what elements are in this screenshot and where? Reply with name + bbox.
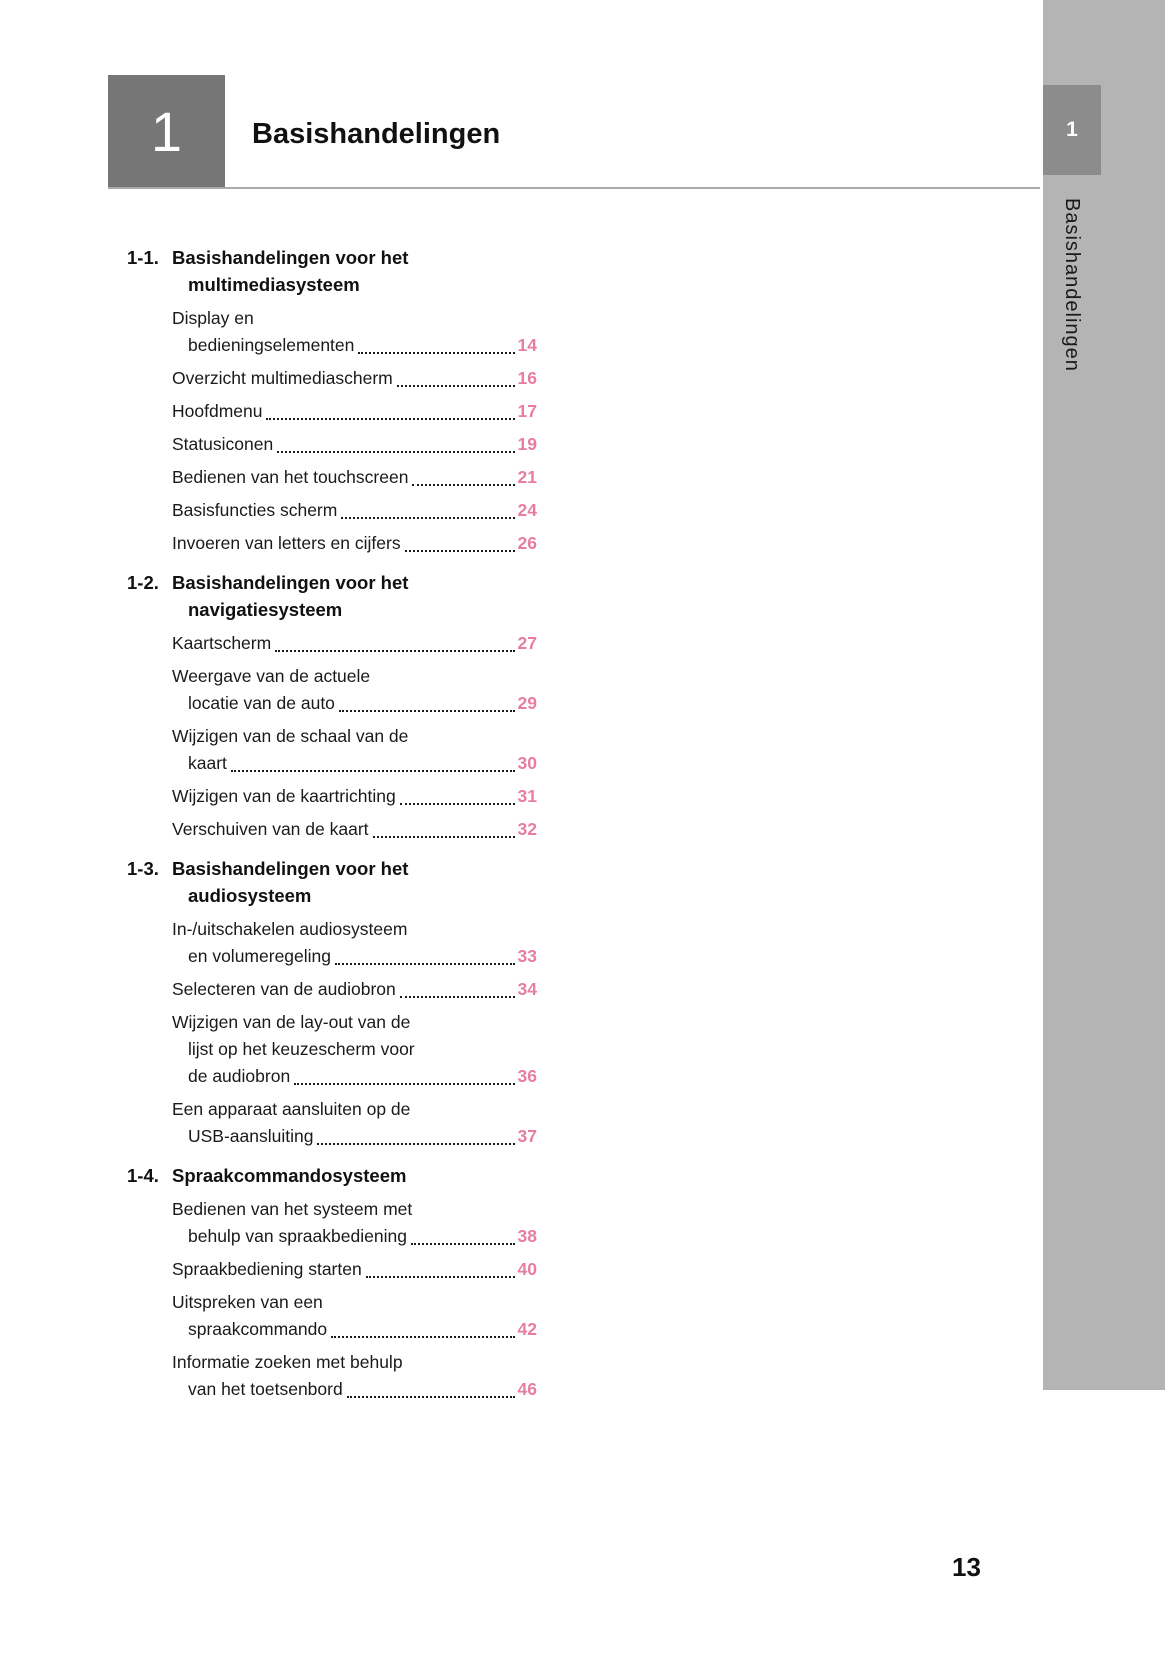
toc-section-title (172, 244, 537, 298)
toc-entry (172, 663, 537, 717)
toc-entry-line (172, 365, 537, 392)
dotted-leader (412, 484, 514, 486)
toc-entry-line (172, 530, 537, 557)
dotted-leader (294, 1083, 514, 1085)
toc-entry-line (172, 943, 537, 970)
dotted-leader (347, 1396, 515, 1398)
toc-entry-page-number: 32 (517, 819, 537, 839)
toc-entry (172, 630, 537, 657)
toc-entry (172, 1256, 537, 1283)
dotted-leader (405, 550, 515, 552)
toc-entry-line (172, 332, 537, 359)
toc-entry (172, 723, 537, 777)
toc-entry-text: Een apparaat aansluiten op de (172, 1099, 411, 1119)
toc-section-heading (127, 569, 537, 623)
dotted-leader (397, 385, 515, 387)
toc-section-title-line: Spraakcommandosysteem (172, 1165, 407, 1186)
toc-entry-line (172, 816, 537, 843)
dotted-leader (373, 836, 515, 838)
toc-section-title (172, 569, 537, 623)
toc-entry (172, 365, 537, 392)
dotted-leader (275, 650, 514, 652)
toc-entry-text: Wijzigen van de schaal van de (172, 726, 409, 746)
chapter-title: Basishandelingen (252, 118, 501, 150)
toc-section-heading (127, 244, 537, 298)
dotted-leader (266, 418, 514, 420)
toc-section (127, 569, 537, 843)
toc-entry (172, 916, 537, 970)
toc-entry-line (172, 1256, 537, 1283)
dotted-leader (339, 710, 515, 712)
toc-section-heading (127, 855, 537, 909)
toc-section-title-line: multimediasysteem (188, 274, 360, 295)
toc-entry-text: Bedienen van het touchscreen (172, 467, 409, 487)
dotted-leader (317, 1143, 514, 1145)
toc-section-number: 1-2. (127, 572, 159, 593)
toc-section-title-line: audiosysteem (188, 885, 312, 906)
toc-entry-text: en volumeregeling (188, 946, 332, 966)
toc-entry (172, 816, 537, 843)
toc-entry-text: Selecteren van de audiobron (172, 979, 396, 999)
toc-entry (172, 1349, 537, 1403)
toc-section (127, 1162, 537, 1403)
toc-entry-line (172, 783, 537, 810)
toc-entry-page-number: 33 (517, 946, 537, 966)
toc-entry-text: behulp van spraakbediening (188, 1226, 407, 1246)
toc-section-title (172, 1162, 537, 1189)
toc-entry-text: bedieningselementen (188, 335, 355, 355)
toc-entry-line (172, 690, 537, 717)
toc-entry-line (172, 1289, 537, 1316)
toc-entry-text: kaart (188, 753, 227, 773)
table-of-contents (127, 244, 537, 1409)
toc-entry (172, 497, 537, 524)
toc-entry-line (172, 398, 537, 425)
toc-section (127, 855, 537, 1150)
toc-entry-line (172, 750, 537, 777)
toc-entry-page-number: 19 (517, 434, 537, 454)
header-divider (108, 187, 1040, 189)
toc-entry (172, 1096, 537, 1150)
toc-entry-line (172, 1196, 537, 1223)
toc-entry-text: Kaartscherm (172, 633, 272, 653)
toc-entry-page-number: 42 (517, 1319, 537, 1339)
toc-entry-text: Display en (172, 308, 254, 328)
toc-entry-text: Informatie zoeken met behulp (172, 1352, 403, 1372)
toc-entry-line (172, 630, 537, 657)
toc-entry-line (172, 497, 537, 524)
side-tab (1043, 0, 1165, 1390)
toc-entry-line (172, 1376, 537, 1403)
toc-entry-text: Overzicht multimediascherm (172, 368, 393, 388)
toc-entry (172, 305, 537, 359)
toc-entry-text: Uitspreken van een (172, 1292, 323, 1312)
toc-entry-line (172, 464, 537, 491)
toc-entry-page-number: 21 (517, 467, 537, 487)
toc-entry-text: Weergave van de actuele (172, 666, 371, 686)
toc-entry-line (172, 663, 537, 690)
toc-entry-page-number: 40 (517, 1259, 537, 1279)
toc-entry-page-number: 24 (517, 500, 537, 520)
toc-entry-line (172, 723, 537, 750)
toc-entry-page-number: 36 (517, 1066, 537, 1086)
toc-section-title-line: navigatiesysteem (188, 599, 343, 620)
toc-entry-text: van het toetsenbord (188, 1379, 343, 1399)
toc-entry-page-number: 30 (517, 753, 537, 773)
dotted-leader (411, 1243, 515, 1245)
toc-entry-text: Statusiconen (172, 434, 274, 454)
toc-section (127, 244, 537, 557)
toc-entry-page-number: 14 (517, 335, 537, 355)
toc-entry-line (172, 1096, 537, 1123)
dotted-leader (277, 451, 514, 453)
toc-entry-page-number: 34 (517, 979, 537, 999)
toc-section-heading (127, 1162, 537, 1189)
toc-entry-text: Wijzigen van de lay-out van de (172, 1012, 411, 1032)
dotted-leader (366, 1276, 515, 1278)
toc-entry (172, 783, 537, 810)
dotted-leader (341, 517, 514, 519)
page-number: 13 (952, 1552, 981, 1582)
toc-section-number: 1-1. (127, 247, 159, 268)
toc-entry-page-number: 26 (517, 533, 537, 553)
toc-entry-line (172, 1123, 537, 1150)
toc-section-title-line: Basishandelingen voor het (172, 572, 409, 593)
toc-section-title-line: Basishandelingen voor het (172, 247, 409, 268)
toc-entry-text: Bedienen van het systeem met (172, 1199, 413, 1219)
toc-entry-line (172, 1349, 537, 1376)
side-tab-number-box (1043, 85, 1101, 175)
dotted-leader (400, 803, 515, 805)
toc-entry-page-number: 31 (517, 786, 537, 806)
toc-entry-page-number: 27 (517, 633, 537, 653)
toc-section-number: 1-3. (127, 858, 159, 879)
toc-entry-text: USB-aansluiting (188, 1126, 314, 1146)
toc-entry-text: Verschuiven van de kaart (172, 819, 369, 839)
toc-entry-page-number: 38 (517, 1226, 537, 1246)
toc-entry-text: In-/uitschakelen audiosysteem (172, 919, 408, 939)
toc-entry (172, 1289, 537, 1343)
chapter-number: 1 (150, 99, 183, 163)
toc-entry-page-number: 17 (517, 401, 537, 421)
dotted-leader (335, 963, 515, 965)
dotted-leader (358, 352, 514, 354)
toc-entry (172, 976, 537, 1003)
toc-entry (172, 398, 537, 425)
toc-entry-text: Wijzigen van de kaartrichting (172, 786, 396, 806)
toc-entry-text: locatie van de auto (188, 693, 335, 713)
toc-entry-text: Spraakbediening starten (172, 1259, 362, 1279)
toc-entry (172, 1196, 537, 1250)
dotted-leader (331, 1336, 514, 1338)
toc-section-title-line: Basishandelingen voor het (172, 858, 409, 879)
toc-section-title (172, 855, 537, 909)
dotted-leader (400, 996, 515, 998)
toc-entry-line (172, 916, 537, 943)
toc-entry-text: lijst op het keuzescherm voor (188, 1039, 415, 1059)
toc-entry-page-number: 46 (517, 1379, 537, 1399)
toc-entry (172, 464, 537, 491)
toc-entry (172, 431, 537, 458)
toc-entry-text: spraakcommando (188, 1319, 328, 1339)
toc-entry-line (172, 1223, 537, 1250)
toc-entry-page-number: 29 (517, 693, 537, 713)
toc-entry-page-number: 37 (517, 1126, 537, 1146)
toc-entry (172, 530, 537, 557)
toc-entry-text: Hoofdmenu (172, 401, 263, 421)
toc-entry-line (172, 1316, 537, 1343)
toc-entry-line (172, 976, 537, 1003)
toc-entry-text: de audiobron (188, 1066, 291, 1086)
toc-entry-line (172, 1036, 537, 1063)
toc-entry-text: Basisfuncties scherm (172, 500, 338, 520)
toc-entry-text: Invoeren van letters en cijfers (172, 533, 401, 553)
toc-entry-line (172, 1009, 537, 1036)
chapter-number-box (108, 75, 225, 188)
dotted-leader (231, 770, 515, 772)
toc-entry-line (172, 305, 537, 332)
toc-entry-line (172, 431, 537, 458)
toc-section-number: 1-4. (127, 1165, 159, 1186)
toc-entry (172, 1009, 537, 1090)
side-tab-number: 1 (1066, 118, 1078, 141)
toc-entry-line (172, 1063, 537, 1090)
toc-entry-page-number: 16 (517, 368, 537, 388)
side-tab-label: Basishandelingen (1061, 198, 1083, 372)
